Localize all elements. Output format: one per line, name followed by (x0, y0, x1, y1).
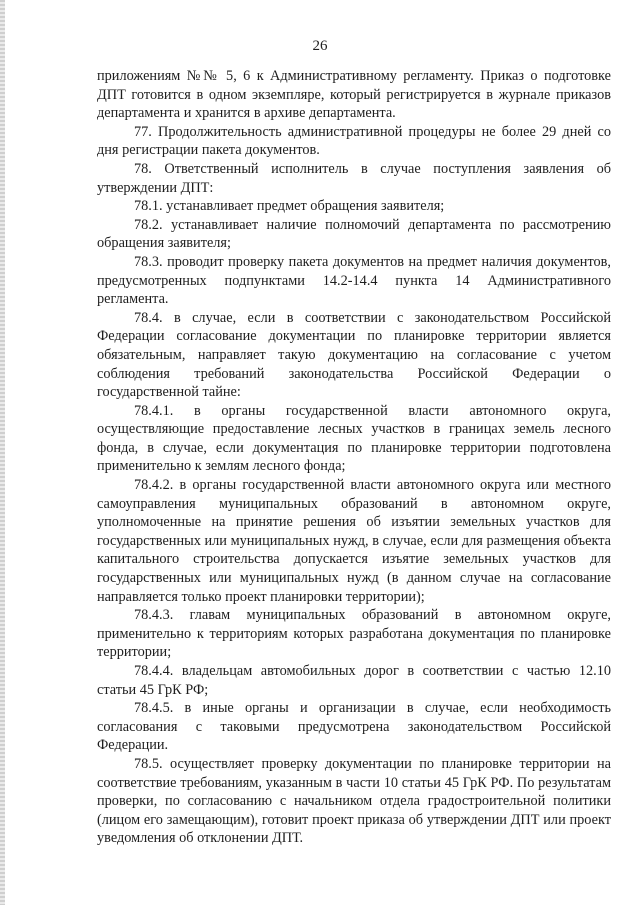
paragraph-78-2: 78.2. устанавливает наличие полномочий департамента по рассмотрению обращения заявителя; (97, 216, 611, 252)
paragraph-78-4-1: 78.4.1. в органы государственной власти автономного округа, осуществляющие предоставление лесных участков в границах земель лесного фонда, в случае, если документация по планировке территории подготовлена применительно к землям лесного фонда; (97, 402, 611, 475)
paragraph-78-4-5: 78.4.5. в иные органы и организации в случае, если необходимость согласования с таковыми предусмотрена законодательством Российской Федерации. (97, 700, 611, 754)
paragraph-78-4-2: 78.4.2. в органы государственной власти автономного округа или местного самоуправления муниципальных образований в автономном округе, уполномоченные на принятие решения об изъятии земельных участков для государственных или муниципальных нужд, в случае, если для размещения объекта капитального строительства допускается изъятие земельных участков для государственных или муниципальных нужд (в данном случае на согласование направляется только проект планировки территории); (97, 477, 611, 605)
paragraph-78-3: 78.3. проводит проверку пакета документов на предмет наличия документов, предусмотренных подпунктами 14.2-14.4 пункта 14 Административного регламента. (97, 253, 611, 308)
paragraph-78-1: 78.1. устанавливает предмет обращения заявителя; (134, 198, 445, 215)
paragraph-78-4-3: 78.4.3. главам муниципальных образований в автономном округе, применительно к территориям которых разработана документация по планировке территории; (97, 607, 611, 661)
paragraph-77: 77. Продолжительность административной процедуры не более 29 дней со дня регистрации пакета документов. (97, 123, 611, 159)
document-body (97, 67, 611, 848)
paragraph-continuation: приложениям №№ 5, 6 к Административному регламенту. Приказ о подготовке ДПТ готовится в одном экземпляре, который регистрируется в журнале приказов департамента и хранится в архиве департамента. (97, 68, 611, 122)
scan-page-edge (0, 0, 5, 905)
paragraph-78-4: 78.4. в случае, если в соответствии с законодательством Российской Федерации согласование документации по планировке территории является обязательным, направляет такую документацию на согласование с учетом соблюдения требований законодательства Российской Федерации о государственной тайне: (97, 309, 611, 401)
paragraph-78: 78. Ответственный исполнитель в случае поступления заявления об утверждении ДПТ: (97, 160, 611, 196)
paragraph-78-4-4: 78.4.4. владельцам автомобильных дорог в соответствии с частью 12.10 статьи 45 ГрК РФ; (97, 663, 611, 698)
paragraph-78-5: 78.5. осуществляет проверку документации по планировке территории на соответствие требованиям, указанным в части 10 статьи 45 ГрК РФ. По результатам проверки, по согласованию с начальником отдела градостроительной политики (лицом его замещающим), готовит проект приказа об утверждении ДПТ или проект уведомления об отклонении ДПТ. (97, 755, 611, 847)
page-number: 26 (312, 38, 328, 54)
